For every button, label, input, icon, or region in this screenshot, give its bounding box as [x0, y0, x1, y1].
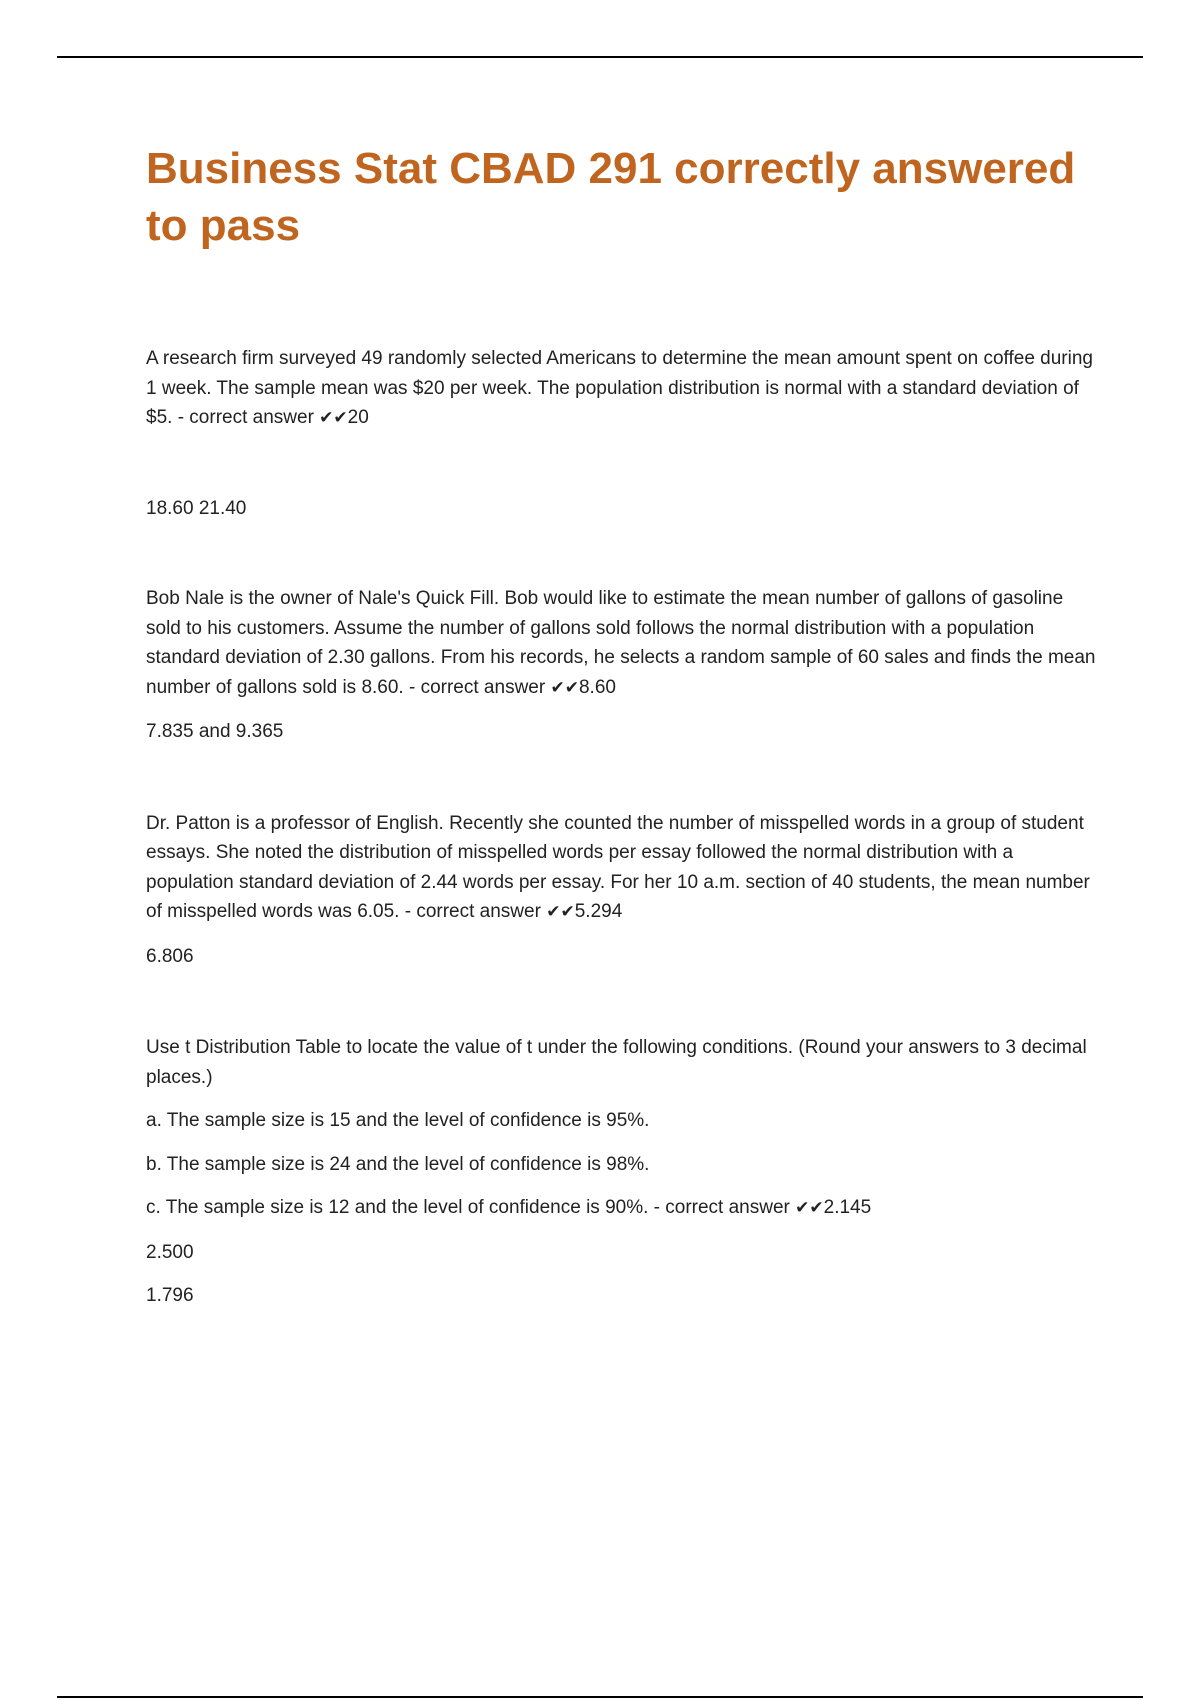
question-4-part-c-text: c. The sample size is 12 and the level of confidence is 90%. - correct answer	[146, 1197, 796, 1218]
answer-4-line-1: 2.500	[146, 1241, 194, 1263]
question-4-part-c	[146, 1193, 1096, 1224]
answer-1-line-1: 18.60 21.40	[146, 497, 247, 519]
answer-3-line-1: 6.806	[146, 945, 194, 967]
checkmark-icon: ✔✔	[546, 902, 575, 922]
answer-3-head: 5.294	[574, 901, 623, 922]
answer-2-head: 8.60	[578, 676, 616, 698]
question-1-text: A research firm surveyed 49 randomly selected Americans to determine the mean amount spent on coffee during 1 week. The sample mean was $20 per week. The population distribution is normal with a standard deviation of $5. - correct answer	[146, 348, 1093, 428]
question-4-part-b: b. The sample size is 24 and the level of confidence is 98%.	[146, 1153, 650, 1175]
question-3-text: Dr. Patton is a professor of English. Recently she counted the number of misspelled words in a group of student essays. She noted the distribution of misspelled words per essay followed the normal distribution with a population standard deviation of 2.44 words per essay. For her 10 a.m. section of 40 students, the mean number of misspelled words was 6.05. - correct answer	[146, 812, 1090, 922]
question-2-text: Bob Nale is the owner of Nale's Quick Fill. Bob would like to estimate the mean number of gallons of gasoline sold to his customers. Assume the number of gallons sold follows the normal distribution with a population standard deviation of 2.30 gallons. From his records, he selects a random sample of 60 sales and finds the mean number of gallons sold is 8.60. - correct answer	[146, 588, 1096, 698]
answer-2-line-1: 7.835 and 9.365	[146, 721, 284, 742]
document-title: Business Stat CBAD 291 correctly answered to pass	[146, 144, 1076, 250]
question-4: Use t Distribution Table to locate the value of t under the following conditions. (Round your answers to 3 decimal places.)	[146, 1037, 1087, 1088]
document-body	[146, 140, 1096, 1311]
checkmark-icon: ✔✔	[550, 677, 579, 698]
answer-4-line-2: 1.796	[146, 1285, 194, 1306]
checkmark-icon: ✔✔	[795, 1198, 824, 1218]
top-rule	[57, 56, 1143, 58]
bottom-rule	[57, 1696, 1143, 1698]
question-2	[146, 584, 1096, 703]
question-3	[146, 809, 1096, 928]
checkmark-icon: ✔✔	[319, 408, 348, 428]
answer-1-head: 20	[347, 407, 369, 428]
answer-4-head: 2.145	[823, 1197, 872, 1218]
question-1	[146, 344, 1096, 434]
question-4-part-a: a. The sample size is 15 and the level of confidence is 95%.	[146, 1110, 650, 1131]
